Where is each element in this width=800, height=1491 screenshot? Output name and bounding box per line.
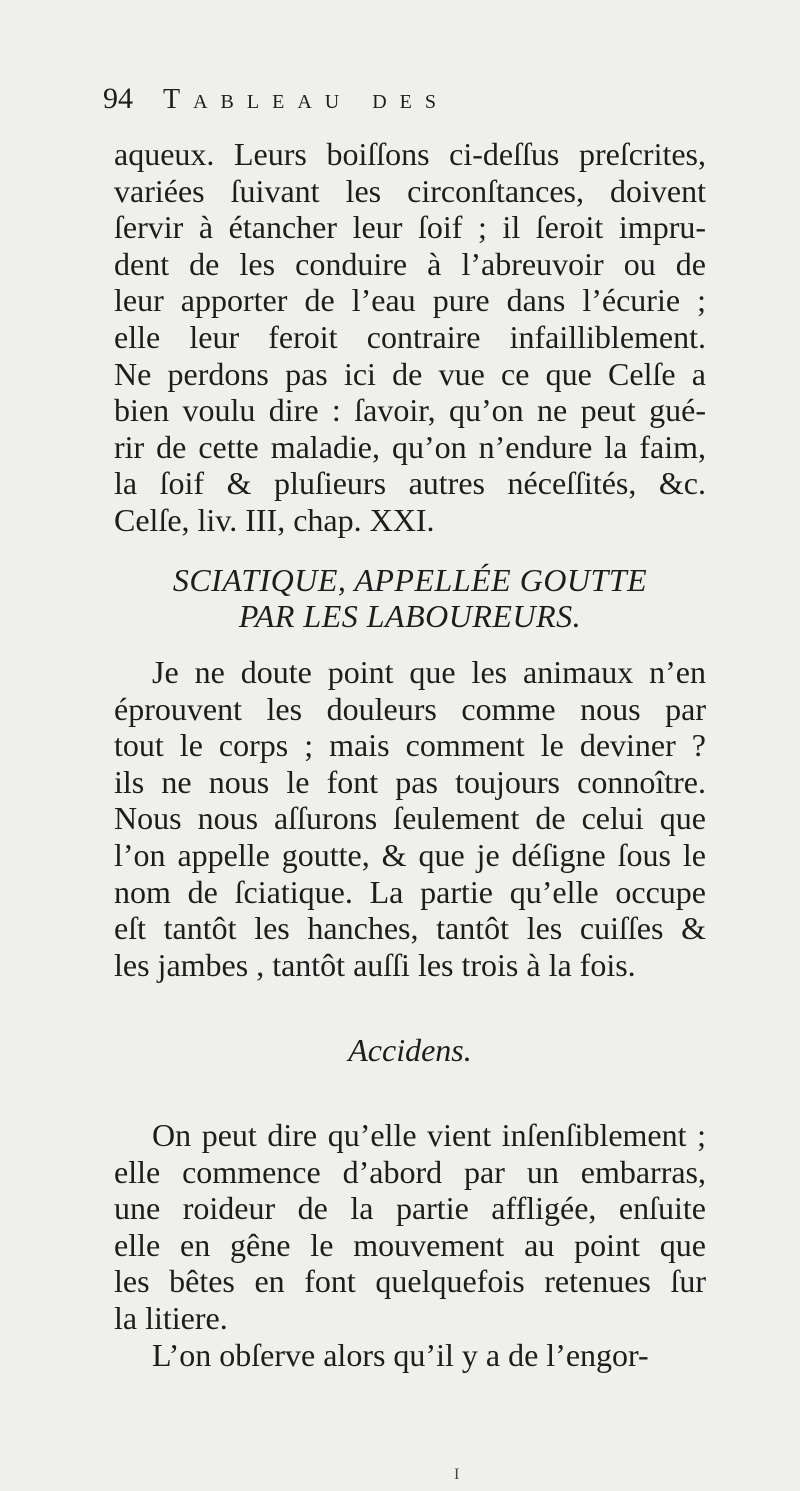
- section-heading-line-1: SCIATIQUE, APPELLÉE GOUTTE: [172, 562, 648, 598]
- text-line: Nous nous aſſurons ſeulement de celui que: [114, 800, 706, 837]
- text-line: Ne perdons pas ici de vue ce que Celſe a: [114, 355, 706, 392]
- paragraph-1: [114, 136, 706, 539]
- text-line: les jambes , tantôt auſſi les trois à la fois.: [114, 946, 636, 983]
- text-line: la litiere.: [114, 1299, 228, 1336]
- section-heading-line-2: PAR LES LABOUREURS.: [238, 598, 582, 634]
- paragraph-4: [114, 1337, 706, 1374]
- paragraph-3: [114, 1117, 706, 1337]
- text-line: elle leur feroit contraire infailliblement.: [114, 318, 706, 355]
- text-line: elle commence d’abord par un embarras,: [114, 1153, 706, 1190]
- text-line: Je ne doute point que les animaux n’en: [152, 654, 706, 690]
- signature-mark: I: [454, 1466, 460, 1483]
- text-line: L’on obſerve alors qu’il y a de l’engor-: [152, 1337, 649, 1373]
- text-line: leur apporter de l’eau pure dans l’écurie ;: [114, 282, 706, 319]
- text-line: l’on appelle goutte, & que je déſigne ſous le: [114, 836, 706, 873]
- text-line: tout le corps ; mais comment le deviner ?: [114, 727, 706, 764]
- subheading-accidens: Accidens.: [348, 1032, 472, 1068]
- paragraph-2: [114, 654, 706, 983]
- text-line: On peut dire qu’elle vient inſenſiblement ;: [152, 1117, 706, 1153]
- text-line: elle en gêne le mouvement au point que: [114, 1226, 706, 1263]
- running-title: Tableau des: [163, 84, 449, 115]
- text-line: bien voulu dire : ſavoir, qu’on ne peut gué-: [114, 392, 706, 429]
- text-line: Celſe, liv. III, chap. XXI.: [114, 501, 435, 538]
- text-line: les bêtes en font quelquefois retenues ſur: [114, 1263, 706, 1300]
- text-line: éprouvent les douleurs comme nous par: [114, 690, 706, 727]
- section-heading: [114, 562, 706, 634]
- text-line: rir de cette maladie, qu’on n’endure la faim,: [114, 428, 706, 465]
- text-line: nom de ſciatique. La partie qu’elle occupe: [114, 873, 706, 910]
- text-line: eſt tantôt les hanches, tantôt les cuiſſes &: [114, 910, 706, 947]
- text-line: variées ſuivant les circonſtances, doivent: [114, 172, 706, 209]
- text-line: ils ne nous le font pas toujours connoître.: [114, 763, 706, 800]
- text-line: aqueux. Leurs boiſſons ci-deſſus preſcrites,: [114, 136, 706, 172]
- text-line: dent de les conduire à l’abreuvoir ou de: [114, 245, 706, 282]
- page-number: 94: [103, 82, 133, 115]
- text-line: la ſoif & pluſieurs autres néceſſités, &c.: [114, 465, 706, 502]
- text-line: ſervir à étancher leur ſoif ; il ſeroit impru-: [114, 209, 706, 246]
- page-header: [103, 82, 663, 132]
- text-line: une roideur de la partie affligée, enſuite: [114, 1190, 706, 1227]
